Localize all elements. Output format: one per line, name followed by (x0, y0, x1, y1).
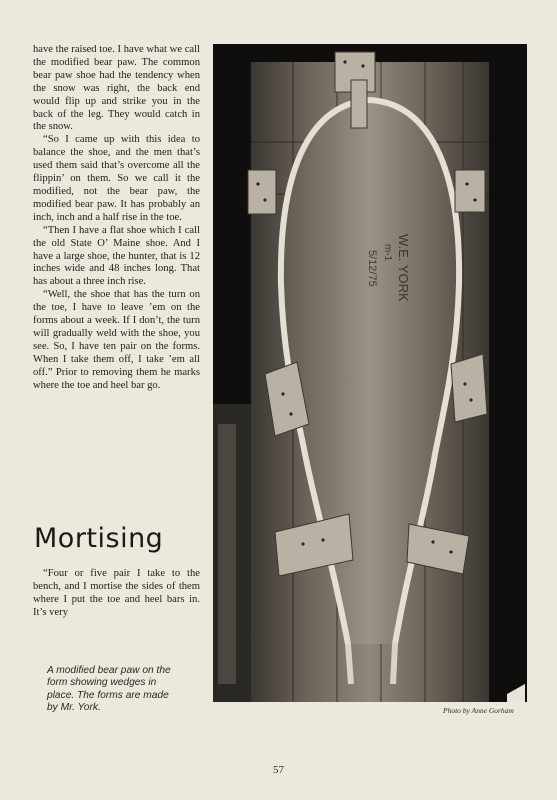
article-column-bottom (33, 568, 200, 620)
photo-credit: Photo by Anne Gorham (443, 706, 514, 715)
inscription-line-1: W.E. YORK (396, 234, 411, 302)
paragraph-2: “So I came up with this idea to balance the shoe, and the men that’s used them said that’s overcome all the flippin’ on them. So we call it the modified, not the bear paw, the modified bear paw. It has probably an inch, inch and a half rise in the toe. (33, 134, 200, 223)
section-heading: Mortising (34, 523, 164, 554)
snowshoe-photo (213, 44, 527, 702)
article-column-top (33, 44, 200, 392)
paragraph-4: “Well, the shoe that has the turn on the toe, I have to leave ’em on the forms about a week. If I don’t, the turn will gradually weld with the shoe, you see. So, I have ten pair on the forms. When I take them off, I take ’em all off.” Prior to removing them he marks where the toe and heel bar go. (33, 289, 200, 391)
inscription-line-2: m-1 (382, 244, 393, 262)
paragraph-3: “Then I have a flat shoe which I call the old State O’ Maine shoe. And I have a large shoe, the hunter, that is 12 inches wide and 48 inches long. That has about a three inch rise. (33, 224, 200, 288)
page-number: 57 (273, 764, 284, 776)
paragraph-5: “Four or five pair I take to the bench, and I mortise the sides of them where I put the toe and heel bars in. It’s very (33, 568, 200, 618)
snowshoe-form-image (213, 44, 527, 702)
paragraph-1: have the raised toe. I have what we call the modified bear paw. The common bear paw shoe had the tendency when the snow was right, the back end would flip up and strike you in the back of the leg. They would catch in the snow. (33, 44, 200, 133)
photo-caption: A modified bear paw on the form showing wedges in place. The forms are made by Mr. York. (47, 665, 171, 713)
inscription-line-3: 5/12/75 (366, 250, 378, 287)
